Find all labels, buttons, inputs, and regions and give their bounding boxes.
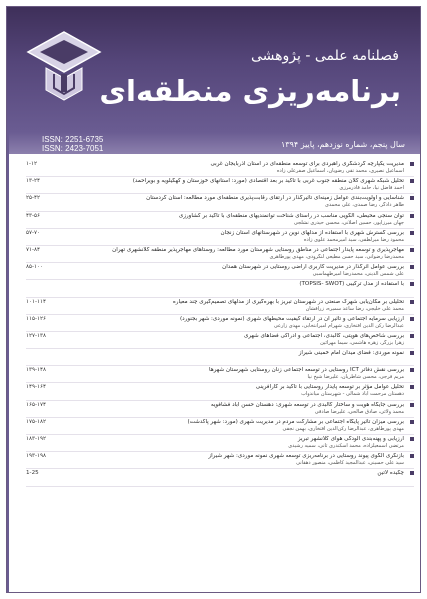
article-title: توان سنجی محیطی، الگویی مناسب در راستای شناخت توانمندیهای منطقه‌ای با تأکید بر کشاورزی bbox=[178, 212, 404, 219]
article-title: نمونه موردی: فضای میدان امام خمینی شیراز bbox=[298, 350, 404, 357]
article-authors: محمدرضا رضوانی، سید حسن مطیعی لنگرودی، مهدی پورطاهری bbox=[269, 253, 404, 260]
article-authors: احمد فاضل نیا، حامد قادرمرزی bbox=[339, 185, 404, 192]
article-authors: محمد ولائی، صادق صالحی، علیرضا صادقی bbox=[314, 408, 404, 415]
article-pages: ۱۶۵-۱۷۴ bbox=[26, 401, 47, 408]
article-title: بررسی جایگاه هویت و ساختار کالبدی در توسعه شهری: دهستان حسن آباد فشافویه bbox=[210, 401, 404, 408]
article-pages: ۵۷-۷۰ bbox=[26, 229, 41, 236]
issn-online: ISSN: 2423-7051 bbox=[42, 144, 104, 153]
article-title: ارزیابی سرمایه اجتماعی و تأثیر آن در ارتقاء کیفیت محیطهای شهری (نمونه موردی: شهر بجنورد) bbox=[180, 315, 404, 322]
article-title: چکیده لاتین bbox=[377, 470, 404, 477]
article-authors: مریم فرجی، محسن شاطریان، علیرضا شیخ نیا bbox=[307, 374, 404, 381]
article-authors: طاهر دادگر، رضا صمدی، علی محمدی bbox=[324, 202, 404, 209]
article-authors: عبدالرضا رکن الدین افتخاری، شهرام امیرانتخابی، مهدی زارعی bbox=[273, 322, 404, 329]
article-authors: سید علی حسینی، عبدالمجید کاظمی، منصور دهقانی bbox=[296, 460, 404, 467]
article-title: بررسی نقش دفاتر ICT روستایی در توسعه اجتماعی زنان روستایی شهرستان شهرها bbox=[209, 367, 404, 374]
article-pages: ۱-۱۲ bbox=[26, 161, 38, 167]
article-pages: 1-25 bbox=[26, 470, 39, 477]
article-pages: ۱۳-۲۴ bbox=[26, 178, 41, 185]
article-pages: ۱۲۷-۱۳۸ bbox=[26, 332, 47, 339]
article-title: تحلیل شبکه شهری کلان منطقه جنوب غربی با تأکید بر بعد اقتصادی (مورد: استانهای خوزستان و کهگیلویه و بویراحمد) bbox=[132, 178, 404, 185]
issue-info: سال پنجم، شماره نوزدهم، پاییز ۱۳۹۴ bbox=[280, 140, 405, 149]
article-pages: ۱۰۱-۱۱۴ bbox=[26, 298, 47, 305]
journal-title: برنامه‌ریزی منطقه‌ای bbox=[99, 74, 401, 108]
article-authors: محمد علی خلیجی، رضا ساعد سمیره، زرافشان bbox=[305, 305, 404, 312]
article-pages: ۷۱-۸۴ bbox=[26, 246, 41, 253]
article-title: شناسایی و اولویت‌بندی عوامل زمینه‌ای تأثیرگذار در ارتقای رقابت‌پذیری منطقه‌ای مورد مطالعه: استان کردستان bbox=[146, 195, 404, 202]
article-pages: ۱۷۵-۱۸۲ bbox=[26, 418, 47, 425]
article-authors: اسماعیل نصیری، محمد تقی رضویان، اسماعیل صفرعلی زاده bbox=[276, 168, 404, 174]
article-title: بررسی عوامل اثرگذار در مدیریت کاربری اراضی روستایی در شهرستان همدان bbox=[222, 264, 404, 271]
article-authors: دهستان مرحمت آباد شمالی - شهرستان میاندوآب bbox=[301, 391, 404, 398]
journal-subtitle: فصلنامه علمی - پژوهشی bbox=[250, 48, 399, 64]
article-title: بازنگری الگوی پیوند روستایی در برنامه‌ریزی توسعه شهری نمونه موردی: شهر شیراز bbox=[208, 453, 404, 460]
article-authors: مهدی پورطاهری، عبدالرضا رکن‌الدین افتخاری، بهمن نجفی bbox=[282, 425, 404, 432]
article-pages: ۸۵-۱۰۰ bbox=[26, 264, 44, 271]
article-pages: ۱۳۹-۱۴۸ bbox=[26, 367, 47, 374]
article-title: تحلیل عوامل مؤثر بر توسعه پایدار روستایی با تأکید بر کارآفرینی bbox=[255, 384, 404, 391]
article-pages: ۱۴۹-۱۶۴ bbox=[26, 384, 47, 391]
article-authors: علی شمس الدینی، محمدرضا امیرطهماسبی bbox=[312, 271, 404, 278]
article-title: با استفاده از مدل ترکیبی (TOPSIS- SWOT) bbox=[299, 281, 404, 288]
article-title: بررسی شاخص‌های هویتی، کالبدی، اجتماعی و ادراکی فضاهای شهری bbox=[243, 332, 404, 339]
article-title: بررسی گسترش شهری با استفاده از مدلهای نوین در شهرستانهای استان زنجان bbox=[220, 229, 404, 236]
article-pages: ۱۸۳-۱۹۲ bbox=[26, 436, 47, 442]
article-title: مهاجرپذیری و توسعه پایدار اجتماعی در مناطق روستایی شهرستان مورد مطالعه: روستاهای مهاجرپذیر منطقه کلانشهری تهران bbox=[112, 246, 404, 253]
article-authors: جهان میرزاپور، حسین اصلانی، محسن حیدری نشلجی bbox=[293, 219, 404, 226]
article-pages: ۱۹۳-۱۹۸ bbox=[26, 453, 47, 460]
article-pages: ۴۳-۵۶ bbox=[26, 212, 41, 219]
article-title: تحلیلی بر مکان‌یابی شهرک صنعتی در شهرستان تبریز با بهره‌گیری از مدلهای تصمیم‌گیری چند معیاره bbox=[172, 298, 404, 305]
article-authors: زهرا بزرگر، زهره هاشمی، سیما مهرآئین bbox=[320, 339, 404, 346]
article-title: بررسی میزان تأثیر پایگاه اجتماعی بر مشارکت مردم در مدیریت شهری (مورد: شهر پاکدشت) bbox=[187, 418, 404, 425]
article-title: مدیریت یکپارچه گردشگری راهبردی برای توسعه منطقه‌ای در استان آذربایجان غربی bbox=[210, 161, 404, 167]
article-authors: محمود رضا میرلطفی، سید امیرمحمد علوی زاده bbox=[303, 236, 404, 243]
article-title: ارزیابی و پهنه‌بندی آلودگی هوای کلانشهر تبریز bbox=[297, 436, 404, 442]
page-frame bbox=[6, 6, 421, 593]
article-authors: مرتضی اسمعیلزاده، محمد اسکندری ثانی، سمیه رشیدی bbox=[288, 443, 404, 449]
article-pages: ۱۱۵-۱۲۶ bbox=[26, 315, 47, 322]
article-pages: ۲۵-۴۲ bbox=[26, 195, 41, 202]
issn-print: ISSN: 2251-6735 bbox=[42, 135, 104, 144]
